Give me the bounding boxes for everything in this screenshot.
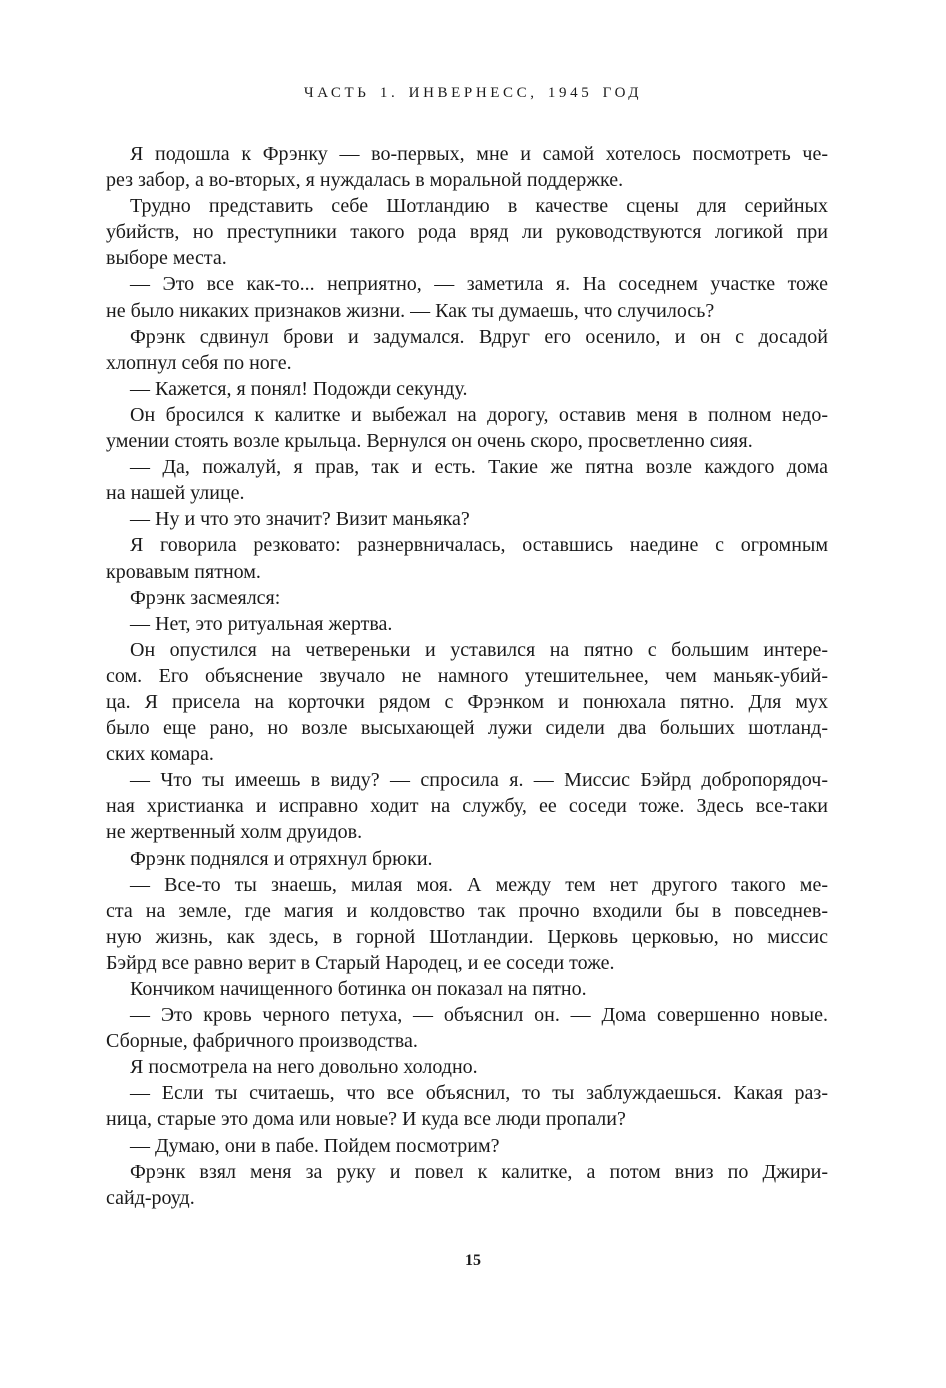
text-line: умении стоять возле крыльца. Вернулся он очень скоро, просветленно сияя.	[106, 430, 753, 453]
text-line: ная христианка и исправно ходит на службу, ее соседи тоже. Здесь все-таки	[106, 795, 828, 818]
text-line: ста на земле, где магия и колдовство так прочно входили бы в повседнев-	[106, 899, 828, 922]
paragraph	[106, 611, 828, 637]
paragraph	[106, 976, 828, 1002]
text-line: Он бросился к калитке и выбежал на дорогу, оставив меня в полном недо-	[130, 403, 828, 426]
paragraph	[106, 872, 828, 976]
page-number: 15	[465, 1252, 481, 1269]
text-line: рез забор, а во-вторых, я нуждалась в моральной поддержке.	[106, 169, 624, 192]
text-line: — Да, пожалуй, я прав, так и есть. Такие же пятна возле каждого дома	[130, 456, 828, 479]
paragraph	[106, 1002, 828, 1054]
text-line: ную жизнь, как здесь, в горной Шотландии. Церковь церковью, но миссис	[106, 925, 828, 948]
text-line: — Это все как-то... неприятно, — заметила я. На соседнем участке тоже	[130, 273, 828, 296]
paragraph	[106, 1054, 828, 1080]
text-line: сайд-роуд.	[106, 1186, 195, 1209]
paragraph	[106, 1080, 828, 1132]
text-line: убийств, но преступники такого рода вряд ли руководствуются логикой при	[106, 221, 828, 244]
running-head: ЧАСТЬ 1. ИНВЕРНЕСС, 1945 ГОД	[303, 85, 643, 101]
text-line: Он опустился на четвереньки и уставился на пятно с большим интере-	[130, 638, 828, 661]
paragraph	[106, 767, 828, 845]
text-line: — Все-то ты знаешь, милая моя. А между тем нет другого такого ме-	[130, 873, 828, 896]
text-line: ских комара.	[106, 743, 214, 766]
paragraph	[106, 506, 828, 532]
text-line: кровавым пятном.	[106, 560, 261, 583]
text-line: Фрэнк поднялся и отряхнул брюки.	[130, 847, 433, 870]
text-line: Я подошла к Фрэнку — во-первых, мне и самой хотелось посмотреть че-	[130, 143, 828, 165]
paragraph	[106, 141, 828, 193]
paragraph	[106, 1159, 828, 1211]
text-line: — Если ты считаешь, что все объяснил, то ты заблуждаешься. Какая раз-	[130, 1082, 828, 1105]
text-line: — Нет, это ритуальная жертва.	[130, 612, 393, 635]
text-line: на нашей улице.	[106, 482, 245, 505]
text-line: — Ну и что это значит? Визит маньяка?	[130, 508, 470, 531]
text-line: Кончиком начищенного ботинка он показал на пятно.	[130, 978, 587, 1000]
text-line: — Кажется, я понял! Подожди секунду.	[130, 377, 468, 400]
text-line: выборе места.	[106, 247, 227, 270]
text-line: — Думаю, они в пабе. Пойдем посмотрим?	[130, 1134, 500, 1157]
text-line: Я посмотрела на него довольно холодно.	[130, 1056, 478, 1079]
paragraph	[106, 193, 828, 271]
text-line: Фрэнк сдвинул брови и задумался. Вдруг его осенило, и он с досадой	[130, 325, 828, 348]
text-line: хлопнул себя по ноге.	[106, 351, 292, 374]
paragraph	[106, 637, 828, 767]
paragraph	[106, 271, 828, 323]
text-line: Бэйрд все равно верит в Старый Народец, и ее соседи тоже.	[106, 951, 615, 974]
paragraph	[106, 846, 828, 872]
text-line: ница, старые это дома или новые? И куда все люди пропали?	[106, 1108, 626, 1131]
text-line: Я говорила резковато: разнервничалась, оставшись наедине с огромным	[130, 534, 828, 557]
paragraph	[106, 324, 828, 376]
paragraph	[106, 585, 828, 611]
text-line: не было никаких признаков жизни. — Как ты думаешь, что случилось?	[106, 299, 715, 322]
text-line: Фрэнк засмеялся:	[130, 586, 281, 609]
paragraph	[106, 532, 828, 584]
paragraph	[106, 402, 828, 454]
text-line: Трудно представить себе Шотландию в качестве сцены для серийных	[130, 195, 828, 218]
paragraph	[106, 454, 828, 506]
text-line: Фрэнк взял меня за руку и повел к калитке, а потом вниз по Джири-	[130, 1160, 828, 1183]
text-line: ца. Я присела на корточки рядом с Фрэнком и понюхала пятно. Для мух	[106, 690, 828, 713]
text-line: было еще рано, но возле высыхающей лужи сидели два больших шотланд-	[106, 717, 828, 740]
text-line: сом. Его объяснение звучало не намного утешительнее, чем маньяк-убий-	[106, 664, 828, 687]
text-line: не жертвенный холм друидов.	[106, 821, 363, 844]
text-line: Сборные, фабричного производства.	[106, 1030, 418, 1053]
paragraph	[106, 376, 828, 402]
paragraph	[106, 1133, 828, 1159]
body-text	[106, 141, 828, 1211]
text-line: — Это кровь черного петуха, — объяснил он. — Дома совершенно новые.	[130, 1004, 828, 1027]
text-line: — Что ты имеешь в виду? — спросила я. — Миссис Бэйрд добропорядоч-	[130, 769, 828, 792]
